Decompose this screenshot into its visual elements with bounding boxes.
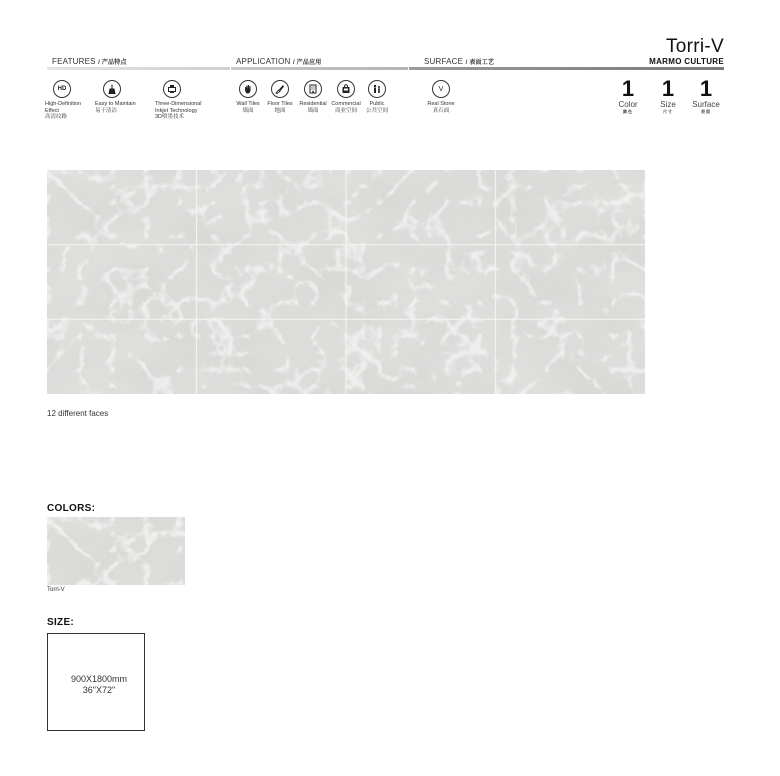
size-metric: 900X1800mm bbox=[70, 674, 128, 684]
hd-icon: HD bbox=[53, 80, 71, 98]
feature-3d-inkjet: Three-Dimensional Inkjet Technology 3D喷墨技术 bbox=[155, 80, 219, 121]
application-public: Public 公共空间 bbox=[345, 80, 409, 114]
section-title-features: FEATURES / 产品特点 bbox=[52, 57, 127, 66]
color-swatch[interactable] bbox=[47, 517, 185, 585]
feature-easy-maintain: Easy to Maintain 易于清洁 bbox=[95, 80, 159, 114]
colors-heading: COLORS: bbox=[47, 503, 96, 514]
brand-subtitle: MARMO CULTURE bbox=[649, 57, 724, 66]
divider-surface bbox=[409, 67, 724, 70]
application-residential: Residential 墙面 bbox=[281, 80, 345, 114]
size-label bbox=[64, 674, 134, 696]
application-commercial: Commercial 商业空间 bbox=[314, 80, 378, 114]
v-icon: V bbox=[432, 80, 450, 98]
section-title-application: APPLICATION / 产品应用 bbox=[236, 57, 322, 66]
size-box bbox=[47, 633, 145, 731]
application-wall-tiles: Wall Tiles 墙面 bbox=[216, 80, 280, 114]
stat-surface: 1 Surface 表面 bbox=[692, 76, 720, 114]
stat-size: 1 Size 尺寸 bbox=[660, 76, 676, 114]
size-imperial: 36"X72" bbox=[82, 685, 116, 695]
divider-application bbox=[231, 67, 408, 70]
marble-faces-grid bbox=[47, 170, 645, 394]
divider-features bbox=[47, 67, 230, 70]
stat-color: 1 Color 颜色 bbox=[618, 76, 638, 114]
application-floor-tiles: Floor Tiles 地面 bbox=[248, 80, 312, 114]
color-swatch-name: Torri-V bbox=[47, 587, 65, 593]
size-heading: SIZE: bbox=[47, 617, 75, 628]
brand-title: Torri-V bbox=[665, 36, 724, 57]
section-title-surface: SURFACE / 表面工艺 bbox=[424, 57, 495, 66]
surface-real-stone: V Real Stone 真石面 bbox=[409, 80, 473, 114]
faces-caption: 12 different faces bbox=[47, 409, 109, 418]
color-swatch-texture bbox=[47, 517, 185, 585]
printer-3d-icon bbox=[163, 80, 181, 98]
marble-texture bbox=[47, 170, 645, 394]
feature-hd: HD High-Definition Effect 高清纹路 bbox=[45, 80, 109, 121]
public-icon bbox=[368, 80, 386, 98]
broom-icon bbox=[103, 80, 121, 98]
